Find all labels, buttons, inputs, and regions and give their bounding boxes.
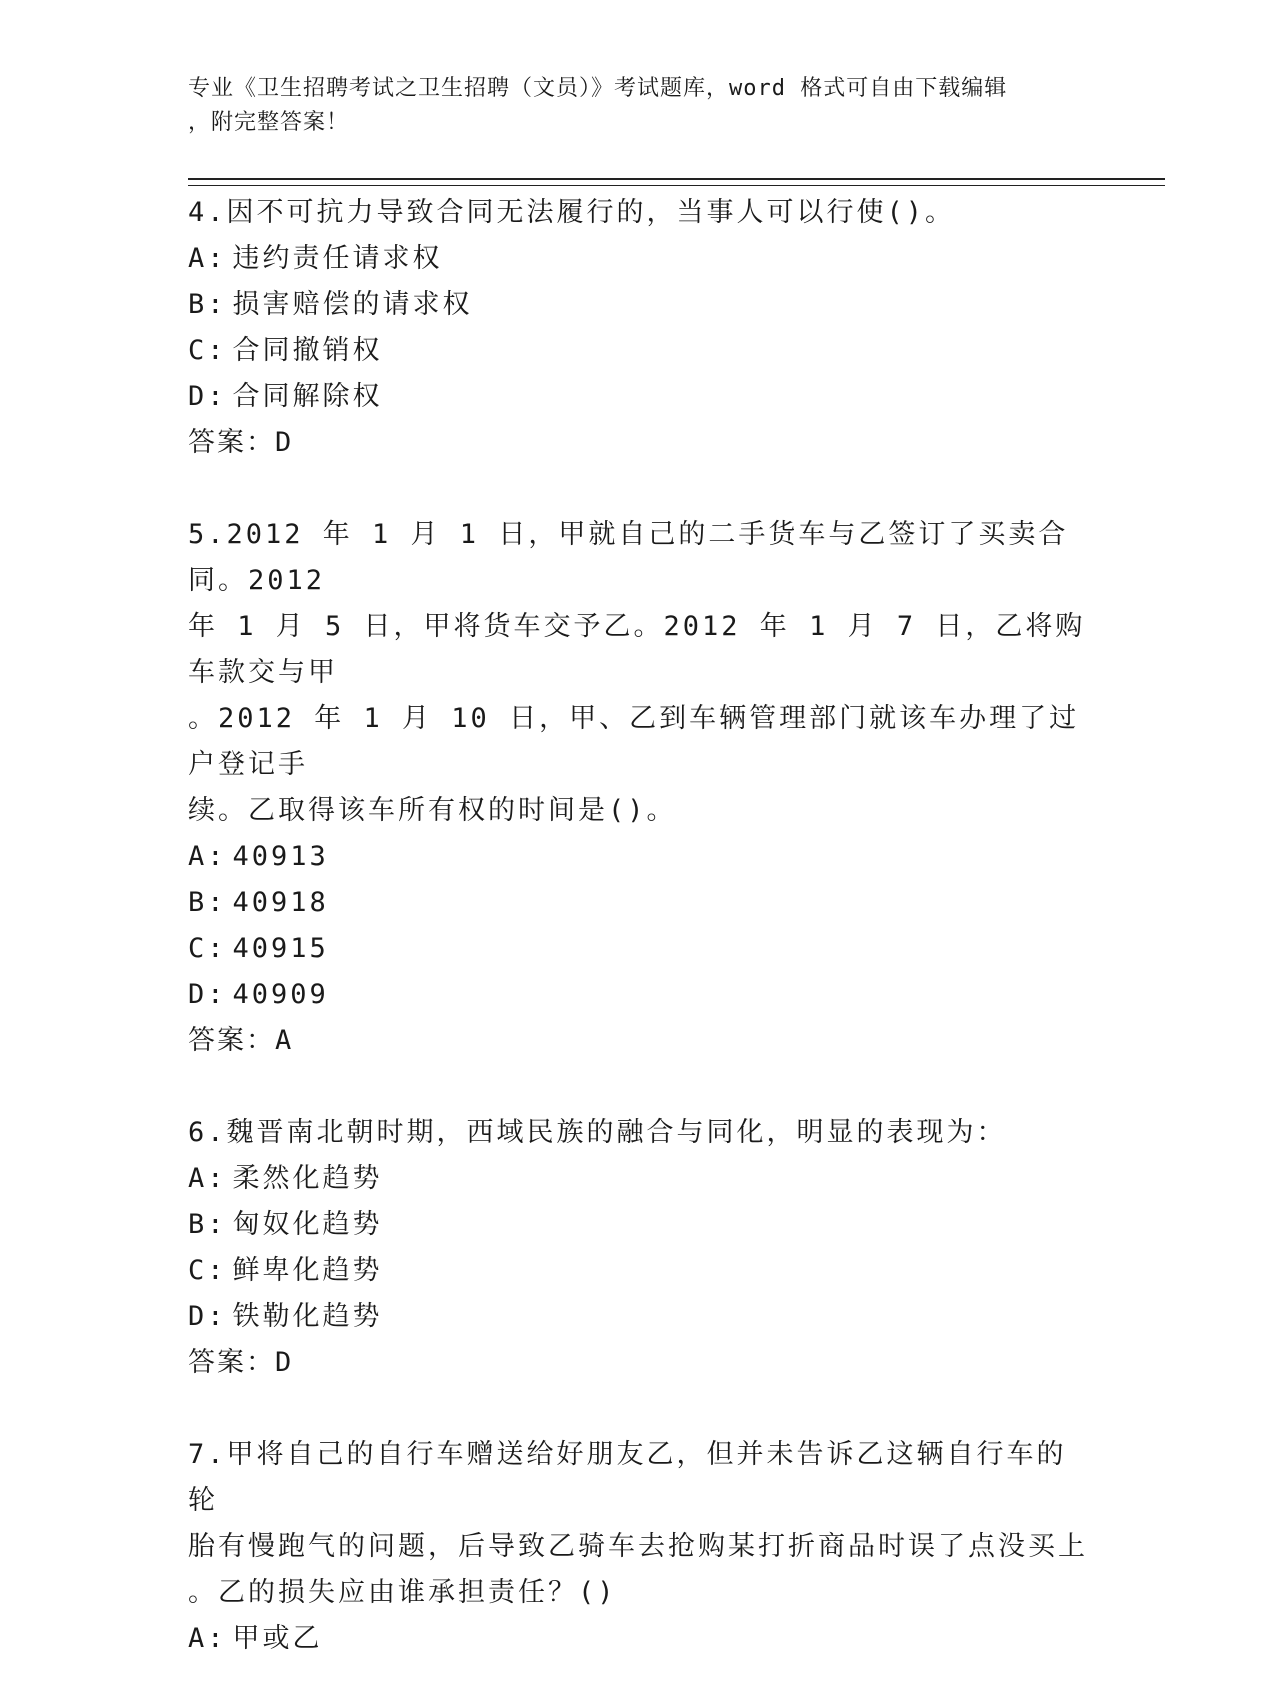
- question-list: [188, 190, 1088, 1708]
- question-block: [188, 190, 1088, 466]
- question-stem-line: 6.魏晋南北朝时期，西域民族的融合与同化，明显的表现为：: [188, 1117, 1007, 1148]
- header-divider-thick: [188, 178, 1165, 180]
- question-stem-line: 。乙的损失应由谁承担责任？(): [188, 1577, 617, 1608]
- document-header: [188, 72, 1088, 140]
- option-text: 合同解除权: [232, 381, 383, 412]
- answer-option: [188, 1616, 1088, 1662]
- option-letter: A:: [188, 1623, 227, 1654]
- question-stem-line: 年 1 月 5 日，甲将货车交予乙。2012 年 1 月 7 日，乙将购车款交与甲: [188, 611, 1086, 688]
- header-line-2: ，附完整答案！: [188, 110, 350, 135]
- option-text: 40915: [232, 933, 329, 964]
- option-letter: A:: [188, 841, 227, 872]
- option-text: 损害赔偿的请求权: [232, 289, 473, 320]
- answer-value: D: [275, 1347, 294, 1378]
- question-block: [188, 1432, 1088, 1662]
- question-block: [188, 512, 1088, 1064]
- header-divider-thin: [188, 185, 1165, 186]
- option-text: 鲜卑化趋势: [232, 1255, 383, 1286]
- question-block: [188, 1110, 1088, 1386]
- answer-option: [188, 1248, 1088, 1294]
- option-text: 匈奴化趋势: [232, 1209, 383, 1240]
- option-letter: A:: [188, 243, 227, 274]
- answer-value: A: [275, 1025, 294, 1056]
- option-letter: B:: [188, 887, 227, 918]
- option-text: 柔然化趋势: [232, 1163, 383, 1194]
- question-stem-line: 胎有慢跑气的问题，后导致乙骑车去抢购某打折商品时误了点没买上: [188, 1531, 1088, 1562]
- option-text: 40918: [232, 887, 329, 918]
- question-stem-line: 7.甲将自己的自行车赠送给好朋友乙，但并未告诉乙这辆自行车的轮: [188, 1439, 1067, 1516]
- question-stem-line: 5.2012 年 1 月 1 日，甲就自己的二手货车与乙签订了买卖合同。2012: [188, 519, 1069, 596]
- answer-option: [188, 374, 1088, 420]
- question-stem-line: 续。乙取得该车所有权的时间是()。: [188, 795, 677, 826]
- answer-option: [188, 880, 1088, 926]
- option-letter: B:: [188, 289, 227, 320]
- question-stem-line: 4.因不可抗力导致合同无法履行的，当事人可以行使()。: [188, 197, 956, 228]
- option-text: 违约责任请求权: [232, 243, 443, 274]
- answer-label: 答案：: [188, 427, 275, 458]
- option-text: 铁勒化趋势: [232, 1301, 383, 1332]
- option-letter: C:: [188, 933, 227, 964]
- answer-option: [188, 834, 1088, 880]
- answer-value: D: [275, 427, 294, 458]
- option-text: 甲或乙: [232, 1623, 323, 1654]
- answer-option: [188, 328, 1088, 374]
- answer-option: [188, 1156, 1088, 1202]
- header-line-1: 专业《卫生招聘考试之卫生招聘（文员）》考试题库，word 格式可自由下载编辑: [188, 76, 1008, 101]
- answer-line: [188, 1340, 1088, 1386]
- answer-line: [188, 420, 1088, 466]
- answer-label: 答案：: [188, 1025, 275, 1056]
- option-text: 40909: [232, 979, 329, 1010]
- option-letter: D:: [188, 381, 227, 412]
- option-letter: C:: [188, 1255, 227, 1286]
- answer-option: [188, 926, 1088, 972]
- answer-option: [188, 1202, 1088, 1248]
- answer-option: [188, 1294, 1088, 1340]
- answer-label: 答案：: [188, 1347, 275, 1378]
- answer-option: [188, 282, 1088, 328]
- answer-option: [188, 236, 1088, 282]
- answer-option: [188, 972, 1088, 1018]
- option-text: 40913: [232, 841, 329, 872]
- option-letter: D:: [188, 979, 227, 1010]
- option-letter: C:: [188, 335, 227, 366]
- option-letter: D:: [188, 1301, 227, 1332]
- option-letter: A:: [188, 1163, 227, 1194]
- answer-line: [188, 1018, 1088, 1064]
- option-text: 合同撤销权: [232, 335, 383, 366]
- question-stem-line: 。2012 年 1 月 10 日，甲、乙到车辆管理部门就该车办理了过户登记手: [188, 703, 1080, 780]
- option-letter: B:: [188, 1209, 227, 1240]
